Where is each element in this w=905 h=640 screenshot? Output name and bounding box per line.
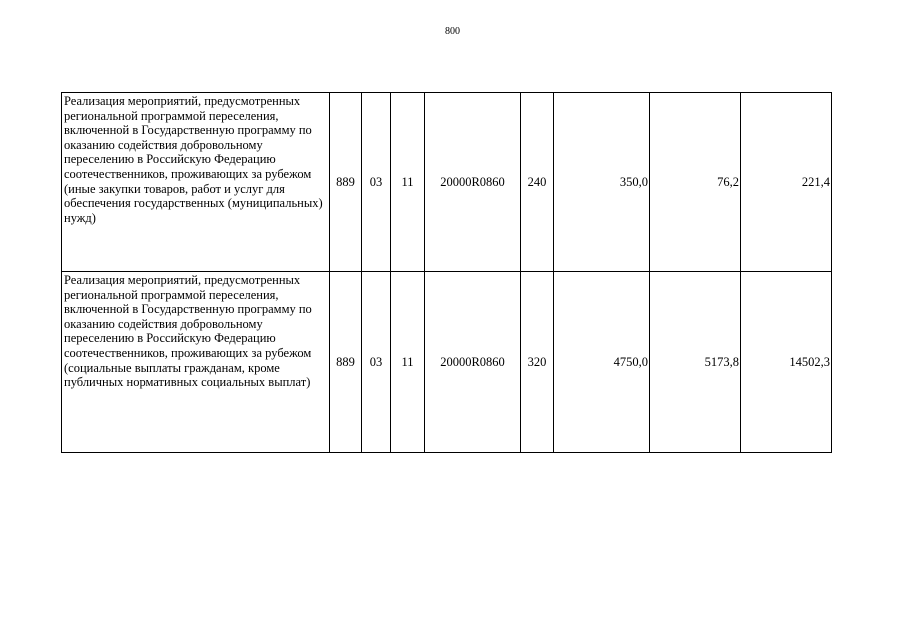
amount-cell: 350,0 — [554, 93, 650, 272]
amount-cell: 14502,3 — [741, 272, 832, 453]
ministry-code: 889 — [330, 93, 362, 272]
table-row — [62, 272, 832, 453]
subsection-code: 11 — [391, 93, 425, 272]
expense-type-code: 240 — [521, 93, 554, 272]
ministry-code: 889 — [330, 272, 362, 453]
budget-table — [61, 92, 832, 453]
amount-cell: 221,4 — [741, 93, 832, 272]
amount-cell: 5173,8 — [650, 272, 741, 453]
expense-description: Реализация мероприятий, предусмотренных региональной программой переселения, включенной в Государственную программу по оказанию содействия добровольному переселению в Российскую Федерацию соотечественников, проживающих за рубежом (социальные выплаты гражданам, кроме публичных нормативных социальных выплат) — [62, 272, 330, 453]
section-code: 03 — [362, 272, 391, 453]
amount-cell: 4750,0 — [554, 272, 650, 453]
expense-description: Реализация мероприятий, предусмотренных региональной программой переселения, включенной в Государственную программу по оказанию содействия добровольному переселению в Российскую Федерацию соотечественников, проживающих за рубежом (иные закупки товаров, работ и услуг для обеспечения государственных (муниципальных) нужд) — [62, 93, 330, 272]
table-row — [62, 93, 832, 272]
page-number: 800 — [445, 26, 460, 37]
amount-cell: 76,2 — [650, 93, 741, 272]
target-article-code: 20000R0860 — [425, 272, 521, 453]
target-article-code: 20000R0860 — [425, 93, 521, 272]
section-code: 03 — [362, 93, 391, 272]
expense-type-code: 320 — [521, 272, 554, 453]
subsection-code: 11 — [391, 272, 425, 453]
